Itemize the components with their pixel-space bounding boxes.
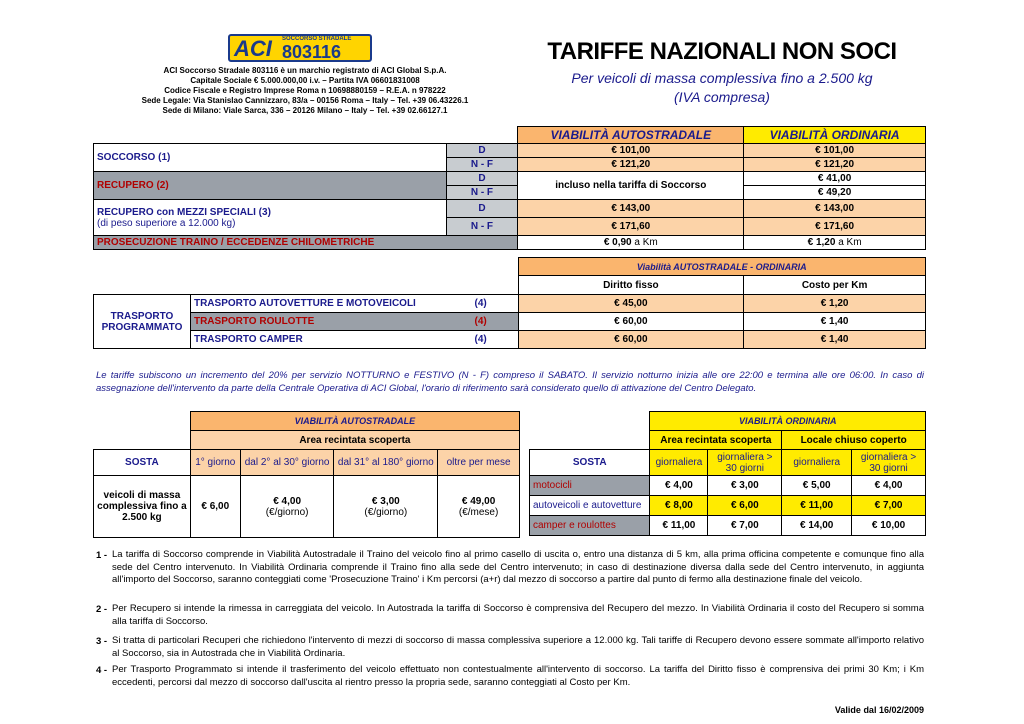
company-line: Capitale Sociale € 5.000.000,00 i.v. – Partita IVA 06601831008 xyxy=(190,76,420,85)
company-line: Sede Legale: Via Stanislao Cannizzaro, 83/a – 00156 Roma – Italy – Tel. +39 06.43226.1 xyxy=(141,96,469,105)
cell-value: € 10,00 xyxy=(852,516,926,536)
col-header: 1° giorno xyxy=(190,450,240,476)
row-note-ref: (4) xyxy=(474,316,487,327)
cell-value: € 11,00 xyxy=(782,496,852,516)
col-header: giornaliera > 30 giorni xyxy=(708,450,782,476)
sosta-ord-locale: Locale chiuso coperto xyxy=(782,431,926,450)
col-costo-km: Costo per Km xyxy=(744,276,926,295)
cell-value: € 101,00 xyxy=(518,144,744,158)
vehicle-type-label: motocicli xyxy=(530,476,650,496)
logo-number: 803116 xyxy=(282,42,342,62)
tariff-d: D xyxy=(446,144,518,158)
validity-date: Valide dal 16/02/2009 xyxy=(834,705,924,715)
row-note-ref: (4) xyxy=(474,334,487,345)
cell-value: € 41,00 xyxy=(744,172,926,186)
aci-logo xyxy=(228,34,372,62)
trasporto-group-label: TRASPORTO PROGRAMMATO xyxy=(94,295,191,349)
unit: a Km xyxy=(838,237,862,248)
cell-unit: (€/mese) xyxy=(458,506,499,518)
sosta-ord-header: VIABILITÀ ORDINARIA xyxy=(650,412,926,431)
recupero-label: RECUPERO (2) xyxy=(94,172,447,200)
note-number: 4 - xyxy=(96,665,108,676)
page-title: TARIFFE NAZIONALI NON SOCI xyxy=(547,38,897,65)
cell-value: € 171,60 xyxy=(744,218,926,236)
trasporto-table xyxy=(93,257,926,349)
cell-value: € 60,00 xyxy=(518,331,744,349)
cell-value: € 1,20 xyxy=(744,295,926,313)
row-note-ref: (4) xyxy=(474,298,487,309)
row-label xyxy=(190,295,518,313)
company-line: Sede di Milano: Viale Sarca, 336 – 20126 Milano – Italy – Tel. +39 02.66127.1 xyxy=(162,106,448,115)
recupero-mezzi-label xyxy=(94,200,447,236)
cell-value: € 101,00 xyxy=(744,144,926,158)
cell-unit: (€/giorno) xyxy=(364,506,408,518)
page-subtitle: Per veicoli di massa complessiva fino a 2.500 kg xyxy=(571,70,873,86)
cell-value: € 143,00 xyxy=(518,200,744,218)
prosecuzione-ord xyxy=(744,236,926,250)
cell-value: € 1,40 xyxy=(744,331,926,349)
sosta-label: SOSTA xyxy=(94,450,191,476)
prosecuzione-auto xyxy=(518,236,744,250)
header-autostradale: VIABILITÀ AUTOSTRADALE xyxy=(518,127,744,144)
vehicle-class-label: veicoli di massa complessiva fino a 2.500 kg xyxy=(94,476,191,538)
col-header: oltre per mese xyxy=(438,450,520,476)
cell-value: € 60,00 xyxy=(518,313,744,331)
cell-value: € 121,20 xyxy=(744,158,926,172)
logo-brand: ACI xyxy=(234,36,272,61)
vehicle-type-label: camper e roulottes xyxy=(530,516,650,536)
note-text: Per Recupero si intende la rimessa in carreggiata del veicolo. In Autostrada la tariffa di Soccorso è comprensiva del Recupero del mezzo. In Viabilità Ordinaria il costo del Recupero si somma alla tariffa di Soccorso. xyxy=(112,603,924,627)
company-line: ACI Soccorso Stradale 803116 è un marchio registrato di ACI Global S.p.A. xyxy=(163,66,447,75)
cell-value: € 8,00 xyxy=(650,496,708,516)
cell-value-group xyxy=(334,476,438,538)
cell-value: € 6,00 xyxy=(708,496,782,516)
cell-value: € 11,00 xyxy=(650,516,708,536)
cell-value: € 0,90 xyxy=(603,237,632,248)
recupero-mezzi-title: RECUPERO con MEZZI SPECIALI (3) xyxy=(97,206,271,218)
cell-value: € 3,00 xyxy=(708,476,782,496)
note-number: 2 - xyxy=(96,604,108,615)
note-text: Si tratta di particolari Recuperi che richiedono l'intervento di mezzi di soccorso di massa complessiva superiore a 12.000 kg. Tali tariffe di Recupero devono essere sommate all'importo relativo al Soccorso, sia in Autostrada che in Viabilità Ordinaria. xyxy=(112,635,924,659)
tariff-d: D xyxy=(446,172,518,186)
cell-value: € 5,00 xyxy=(782,476,852,496)
tariff-nf: N - F xyxy=(446,218,518,236)
cell-unit: (€/giorno) xyxy=(265,506,309,518)
cell-value: € 6,00 xyxy=(190,476,240,538)
cell-value: € 49,00 xyxy=(461,495,496,507)
tariff-d: D xyxy=(446,200,518,218)
company-info xyxy=(110,66,500,116)
sosta-ordinaria-table xyxy=(529,411,926,536)
trasporto-header: Viabilità AUTOSTRADALE - ORDINARIA xyxy=(518,258,925,276)
note-text: La tariffa di Soccorso comprende in Viabilità Autostradale il Traino del veicolo fino al primo casello di uscita o, entro una distanza di 5 km, alla prima officina competente e comunque fino alla sede del Centro intervenuto. In Viabilità Ordinaria comprende il Traino fino alla sede del Centro intervenuto; in caso di destinazione diversa dalla sede del Centro intervenuto, in aggiunta all'importo del Soccorso, saranno conteggiati come 'Prosecuzione Traino' i Km percorsi (a+r) dal mezzo di soccorso a partire dal punto di fermo alla destinazione finale del veicolo. xyxy=(112,549,924,585)
row-label-text: TRASPORTO ROULOTTE xyxy=(193,316,315,327)
sosta-label: SOSTA xyxy=(530,450,650,476)
prosecuzione-label: PROSECUZIONE TRAINO / ECCEDENZE CHILOMETRICHE xyxy=(94,236,518,250)
recupero-included: incluso nella tariffa di Soccorso xyxy=(518,172,744,200)
sosta-auto-area: Area recintata scoperta xyxy=(190,431,519,450)
vehicle-type-label: autoveicoli e autovetture xyxy=(530,496,650,516)
sosta-autostradale-table xyxy=(93,411,520,538)
col-header: giornaliera xyxy=(650,450,708,476)
sosta-auto-header: VIABILITÀ AUTOSTRADALE xyxy=(190,412,519,431)
cell-value: € 45,00 xyxy=(518,295,744,313)
cell-value: € 14,00 xyxy=(782,516,852,536)
unit: a Km xyxy=(634,237,658,248)
page-subtitle-iva: (IVA compresa) xyxy=(674,89,770,105)
notturno-notice: Le tariffe subiscono un incremento del 20% per servizio NOTTURNO e FESTIVO (N - F) compreso il SABATO. Il servizio notturno inizia alle ore 22:00 e termina alle ore 06:00. In caso di assegnazione dell'intervento da parte della Centrale Operativa di ACI Global, l'orario di riferimento sarà considerato quello di attivazione del Centro Delegato. xyxy=(96,370,924,394)
note-number: 3 - xyxy=(96,636,108,647)
cell-value: € 143,00 xyxy=(744,200,926,218)
tariffe-table xyxy=(93,126,926,250)
cell-value: € 4,00 xyxy=(650,476,708,496)
col-header: dal 2° al 30° giorno xyxy=(240,450,334,476)
col-header: giornaliera xyxy=(782,450,852,476)
row-label xyxy=(190,331,518,349)
row-label-text: TRASPORTO CAMPER xyxy=(193,334,303,345)
cell-value: € 1,20 xyxy=(807,237,836,248)
col-diritto-fisso: Diritto fisso xyxy=(518,276,744,295)
cell-value: € 4,00 xyxy=(273,495,302,507)
cell-value: € 121,20 xyxy=(518,158,744,172)
cell-value: € 4,00 xyxy=(852,476,926,496)
recupero-mezzi-note: (di peso superiore a 12.000 kg) xyxy=(97,217,236,229)
row-label xyxy=(190,313,518,331)
note-number: 1 - xyxy=(96,550,108,561)
tariff-nf: N - F xyxy=(446,186,518,200)
cell-value: € 7,00 xyxy=(852,496,926,516)
tariff-nf: N - F xyxy=(446,158,518,172)
cell-value-group xyxy=(240,476,334,538)
logo-tagline: SOCCORSO STRADALE xyxy=(282,36,352,42)
cell-value: € 171,60 xyxy=(518,218,744,236)
sosta-ord-area: Area recintata scoperta xyxy=(650,431,782,450)
cell-value: € 7,00 xyxy=(708,516,782,536)
col-header: dal 31° al 180° giorno xyxy=(334,450,438,476)
cell-value: € 1,40 xyxy=(744,313,926,331)
soccorso-label: SOCCORSO (1) xyxy=(94,144,447,172)
cell-value: € 3,00 xyxy=(371,495,400,507)
header-ordinaria: VIABILITÀ ORDINARIA xyxy=(744,127,926,144)
note-text: Per Trasporto Programmato si intende il trasferimento del veicolo effettuato non contestualmente all'intervento di soccorso. La tariffa del Diritto fisso è comprensiva dei primi 30 Km; i Km eccedenti, percorsi dal mezzo di soccorso dall'uscita al rientro presso la propria sede, saranno conteggiati al Costo per Km. xyxy=(112,664,924,688)
row-label-text: TRASPORTO AUTOVETTURE E MOTOVEICOLI xyxy=(193,298,416,309)
cell-value-group xyxy=(438,476,520,538)
cell-value: € 49,20 xyxy=(744,186,926,200)
col-header: giornaliera > 30 giorni xyxy=(852,450,926,476)
company-line: Codice Fiscale e Registro Imprese Roma n 10698880159 – R.E.A. n 978222 xyxy=(164,86,446,95)
